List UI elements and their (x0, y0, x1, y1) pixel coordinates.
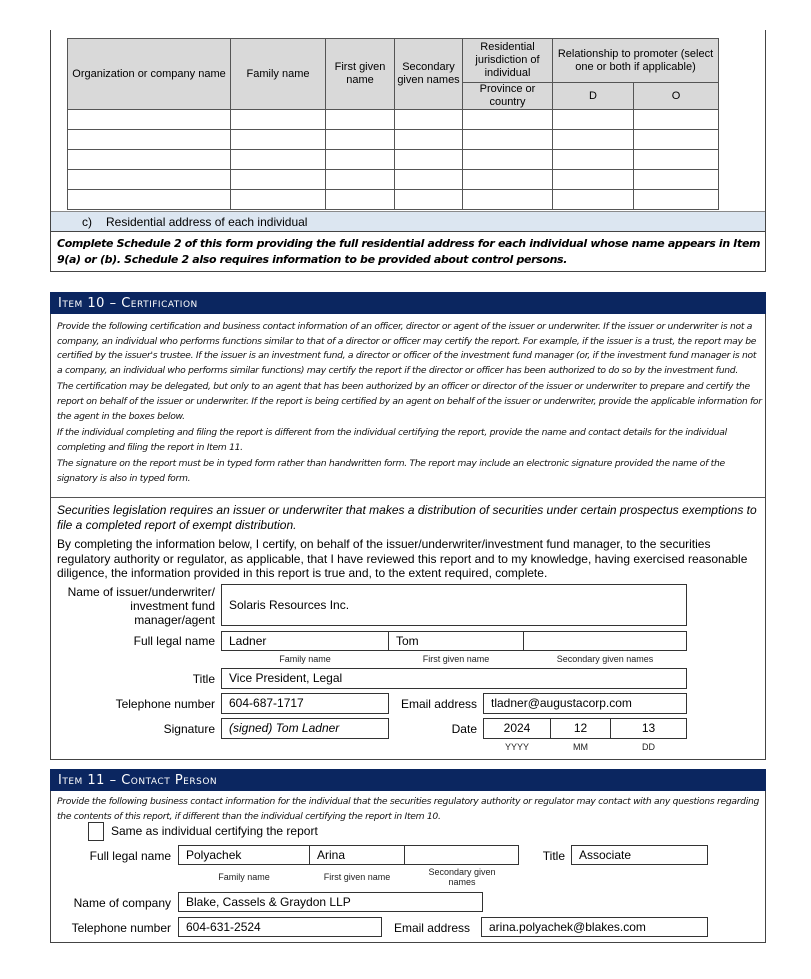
contact-full-legal-name-label: Full legal name (89, 849, 171, 863)
table-row (68, 190, 719, 210)
secondary-given-names-field[interactable] (523, 631, 687, 651)
certify-text: By completing the information below, I certify, on behalf of the issuer/underwriter/investment fund manager, to the securities regulatory authority or regulator, as applicable, that I have reviewed this report and to my knowledge, having exercised reasonable diligence, the information provided in this report is true and, to the extent required, complete. (57, 537, 748, 580)
col-header-secondary-given-names: Secondary given names (395, 39, 463, 110)
promoter-individuals-table (67, 38, 719, 210)
cell-organization[interactable] (68, 110, 231, 130)
contact-first-given-name-field[interactable]: Arina (309, 845, 405, 865)
cell-o[interactable] (634, 130, 719, 150)
cell-province-or-country[interactable] (463, 110, 553, 130)
cell-province-or-country[interactable] (463, 170, 553, 190)
date-year-caption: YYYY (504, 742, 529, 752)
col-header-relationship: Relationship to promoter (select one or both if applicable) (553, 39, 719, 83)
date-year-field[interactable]: 2024 (483, 718, 551, 739)
cell-first-given-name[interactable] (326, 130, 395, 150)
signature-label: Signature (163, 722, 215, 736)
contact-first-given-name-caption: First given name (323, 872, 391, 882)
legislation-text: Securities legislation requires an issuer or underwriter that makes a distribution of securities under certain prospectus exemptions to file a completed report of exempt distribution. (57, 503, 757, 532)
cell-organization[interactable] (68, 190, 231, 210)
col-header-organization: Organization or company name (68, 39, 231, 110)
cell-organization[interactable] (68, 150, 231, 170)
item11-instructions: Provide the following business contact information for the individual that the securities regulatory authority or regulator may contact with any questions regarding the contents of this report, if different than the individual certifying the report in Item 10. (57, 796, 760, 822)
title-label: Title (192, 672, 215, 686)
cell-d[interactable] (553, 170, 634, 190)
telephone-field[interactable]: 604-687-1717 (221, 693, 389, 714)
col-header-o: O (634, 83, 719, 110)
cell-family-name[interactable] (231, 150, 326, 170)
item10-header: Item 10 – Certification (50, 292, 766, 314)
contact-secondary-given-names-caption: Secondary given names (428, 867, 496, 887)
telephone-label: Telephone number (115, 697, 215, 711)
signature-field[interactable]: (signed) Tom Ladner (221, 718, 389, 739)
col-header-province-or-country: Province or country (463, 83, 553, 110)
cell-d[interactable] (553, 110, 634, 130)
certification-statement (57, 503, 762, 586)
cell-province-or-country[interactable] (463, 190, 553, 210)
instruction-paragraph: If the individual completing and filing the report is different from the individual certifying the report, provide the name and contact details for the individual completing and filing the report in Item 11. (57, 427, 727, 453)
cell-secondary-given-names[interactable] (395, 110, 463, 130)
full-legal-name-label: Full legal name (133, 634, 215, 648)
cell-secondary-given-names[interactable] (395, 190, 463, 210)
title-field[interactable]: Vice President, Legal (221, 668, 687, 689)
contact-telephone-field[interactable]: 604-631-2524 (178, 917, 382, 937)
cell-o[interactable] (634, 170, 719, 190)
instruction-paragraph: The certification may be delegated, but only to an agent that has been authorized by an officer or director of the issuer or underwriter to prepare and certify the report on behalf of the issuer or underwriter. If the report is being certified by an agent on behalf of the issuer or underwriter, provide the applicable information for the agent in the boxes below. (57, 381, 762, 422)
cell-family-name[interactable] (231, 190, 326, 210)
cell-o[interactable] (634, 190, 719, 210)
col-header-residential-jurisdiction: Residential jurisdiction of individual (463, 39, 553, 83)
cell-first-given-name[interactable] (326, 150, 395, 170)
first-given-name-field[interactable]: Tom (388, 631, 524, 651)
col-header-first-given-name: First given name (326, 39, 395, 110)
email-label: Email address (400, 697, 477, 711)
email-field[interactable]: tladner@augustacorp.com (483, 693, 687, 714)
cell-secondary-given-names[interactable] (395, 130, 463, 150)
cell-family-name[interactable] (231, 130, 326, 150)
col-header-family-name: Family name (231, 39, 326, 110)
cell-first-given-name[interactable] (326, 170, 395, 190)
same-as-certifier-checkbox[interactable] (88, 822, 104, 841)
cell-d[interactable] (553, 130, 634, 150)
instruction-paragraph: The signature on the report must be in typed form rather than handwritten form. The report may include an electronic signature provided the name of the signatory is also in typed form. (57, 458, 725, 484)
family-name-caption: Family name (279, 654, 331, 664)
col-header-d: D (553, 83, 634, 110)
divider (51, 497, 765, 498)
cell-first-given-name[interactable] (326, 110, 395, 130)
secondary-given-names-caption: Secondary given names (556, 654, 654, 664)
company-label: Name of company (73, 896, 171, 910)
cell-family-name[interactable] (231, 110, 326, 130)
cell-secondary-given-names[interactable] (395, 170, 463, 190)
cell-organization[interactable] (68, 130, 231, 150)
item10-instructions (57, 320, 762, 489)
cell-province-or-country[interactable] (463, 130, 553, 150)
table-row (68, 170, 719, 190)
contact-email-field[interactable]: arina.polyachek@blakes.com (481, 917, 708, 937)
cell-first-given-name[interactable] (326, 190, 395, 210)
table-row (68, 130, 719, 150)
date-month-caption: MM (573, 742, 588, 752)
cell-family-name[interactable] (231, 170, 326, 190)
contact-family-name-caption: Family name (218, 872, 270, 882)
first-given-name-caption: First given name (422, 654, 490, 664)
same-as-certifier-label: Same as individual certifying the report (111, 824, 318, 838)
family-name-field[interactable]: Ladner (221, 631, 389, 651)
contact-family-name-field[interactable]: Polyachek (178, 845, 310, 865)
company-field[interactable]: Blake, Cassels & Graydon LLP (178, 892, 483, 912)
contact-secondary-given-names-field[interactable] (404, 845, 519, 865)
subsection-c-residential-address (51, 211, 765, 232)
date-month-field[interactable]: 12 (550, 718, 611, 739)
cell-o[interactable] (634, 110, 719, 130)
issuer-name-label: Name of issuer/underwriter/ investment fund manager/agent (67, 585, 215, 627)
table-row (68, 150, 719, 170)
date-day-field[interactable]: 13 (610, 718, 687, 739)
contact-title-field[interactable]: Associate (571, 845, 708, 865)
subsection-label: Residential address of each individual (106, 215, 308, 229)
cell-organization[interactable] (68, 170, 231, 190)
contact-email-label: Email address (393, 921, 470, 935)
contact-title-label: Title (542, 849, 565, 863)
cell-d[interactable] (553, 150, 634, 170)
date-day-caption: DD (642, 742, 655, 752)
cell-o[interactable] (634, 150, 719, 170)
cell-d[interactable] (553, 190, 634, 210)
contact-telephone-label: Telephone number (71, 921, 171, 935)
cell-province-or-country[interactable] (463, 150, 553, 170)
issuer-name-field[interactable]: Solaris Resources Inc. (221, 584, 687, 626)
item11-header: Item 11 – Contact Person (50, 769, 766, 791)
date-label: Date (451, 722, 477, 736)
cell-secondary-given-names[interactable] (395, 150, 463, 170)
schedule-2-note: Complete Schedule 2 of this form providing the full residential address for each individual whose name appears in Item 9(a) or (b). Schedule 2 also requires information to be provided about control persons. (57, 237, 761, 266)
instruction-paragraph: Provide the following certification and business contact information of an officer, director or agent of the issuer or underwriter. If the issuer or underwriter is not a company, an individual who performs functions similar to that of a director or officer may certify the report. For example, if the issuer is a trust, the report may be certified by the issuer's trustee. If the issuer is an investment fund, a director or officer of the investment fund manager (or, if the investment fund manager is not a company, an individual who performs similar functions) may certify the report if the director or officer has been authorized to do so by the investment fund. (57, 321, 757, 376)
table-row (68, 110, 719, 130)
subsection-letter: c) (82, 215, 92, 229)
